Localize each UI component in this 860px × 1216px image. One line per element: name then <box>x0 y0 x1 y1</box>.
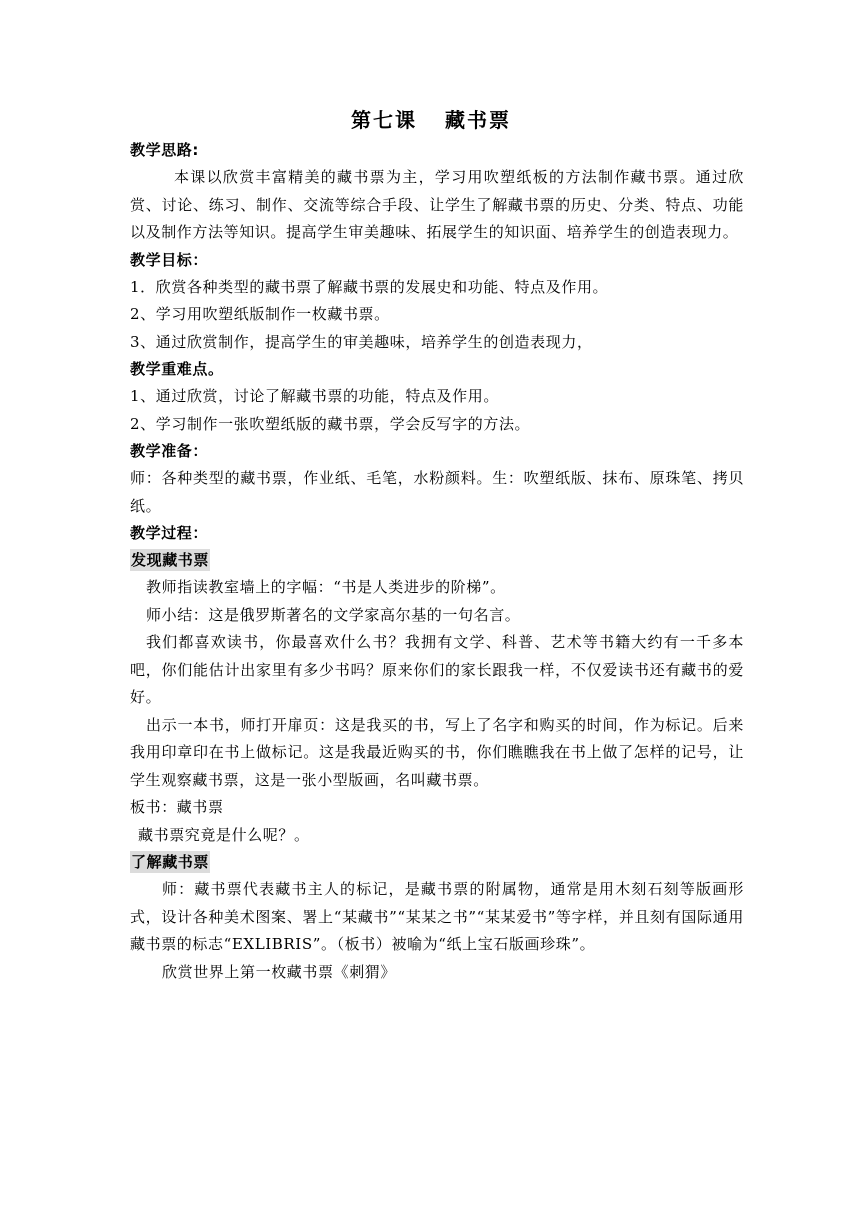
section-understand: 了解藏书票 <box>131 853 210 871</box>
lesson-number: 第七课 <box>351 108 417 132</box>
heading-goals: 教学目标： <box>130 250 209 269</box>
understand-paragraph: 欣赏世界上第一枚藏书票《刺猬》 <box>162 962 397 981</box>
discover-paragraph: 我们都喜欢读书，你最喜欢什么书？我拥有文学、科普、艺术等书籍大约有一千多本吧，你们能估计出家里有多少书吗？原来你们的家长跟我一样，不仅爱读书还有藏书的爱好。 <box>130 633 744 706</box>
keypoint-item: 1、通过欣赏，讨论了解藏书票的功能，特点及作用。 <box>130 387 499 405</box>
question-line: 藏书票究竟是什么呢？。 <box>138 825 310 844</box>
heading-approach: 教学思路: <box>130 141 199 159</box>
heading-keypoints: 教学重难点。 <box>130 360 224 378</box>
heading-process: 教学过程： <box>130 524 209 542</box>
goal-item: 1．欣赏各种类型的藏书票了解藏书票的发展史和功能、特点及作用。 <box>130 277 609 296</box>
discover-paragraph: 出示一本书，师打开扉页：这是我买的书，写上了名字和购买的时间，作为标记。后来我用印章印在书上做标记。这是我最近购买的书，你们瞧瞧我在书上做了怎样的记号，让学生观察藏书票，这是一张小型版画，名叫藏书票。 <box>130 715 744 789</box>
board-note: 板书：藏书票 <box>130 798 224 816</box>
heading-prep: 教学准备： <box>130 442 209 460</box>
goal-item: 2、学习用吹塑纸版制作一枚藏书票。 <box>130 305 390 323</box>
page-title <box>118 104 744 133</box>
understand-paragraph: 师：藏书票代表藏书主人的标记，是藏书票的附属物，通常是用木刻石刻等版画形式，设计各种美术图案、署上“某藏书”“某某之书”“某某爱书”等字样，并且刻有国际通用藏书票的标志“EXLIBRIS”。（板书）被喻为“纸上宝石版画珍珠”。 <box>130 880 744 953</box>
prep-paragraph: 师：各种类型的藏书票，作业纸、毛笔，水粉颜料。生：吹塑纸版、抹布、原珠笔、拷贝纸。 <box>130 469 744 515</box>
approach-paragraph: 本课以欣赏丰富精美的藏书票为主，学习用吹塑纸板的方法制作藏书票。通过欣赏、讨论、练习、制作、交流等综合手段、让学生了解藏书票的历史、分类、特点、功能以及制作方法等知识。提高学生审美趣味、拓展学生的知识面、培养学生的创造表现力。 <box>130 168 744 241</box>
discover-paragraph: 师小结：这是俄罗斯著名的文学家高尔基的一句名言。 <box>146 605 521 624</box>
section-discover: 发现藏书票 <box>131 551 210 569</box>
lesson-name: 藏书票 <box>445 108 511 132</box>
document-body <box>130 137 744 986</box>
goal-item: 3、通过欣赏制作，提高学生的审美趣味，培养学生的创造表现力， <box>130 332 593 351</box>
keypoint-item: 2、学习制作一张吹塑纸版的藏书票，学会反写字的方法。 <box>130 414 531 433</box>
discover-paragraph: 教师指读教室墙上的字幅：“书是人类进步的阶梯”。 <box>146 578 506 596</box>
